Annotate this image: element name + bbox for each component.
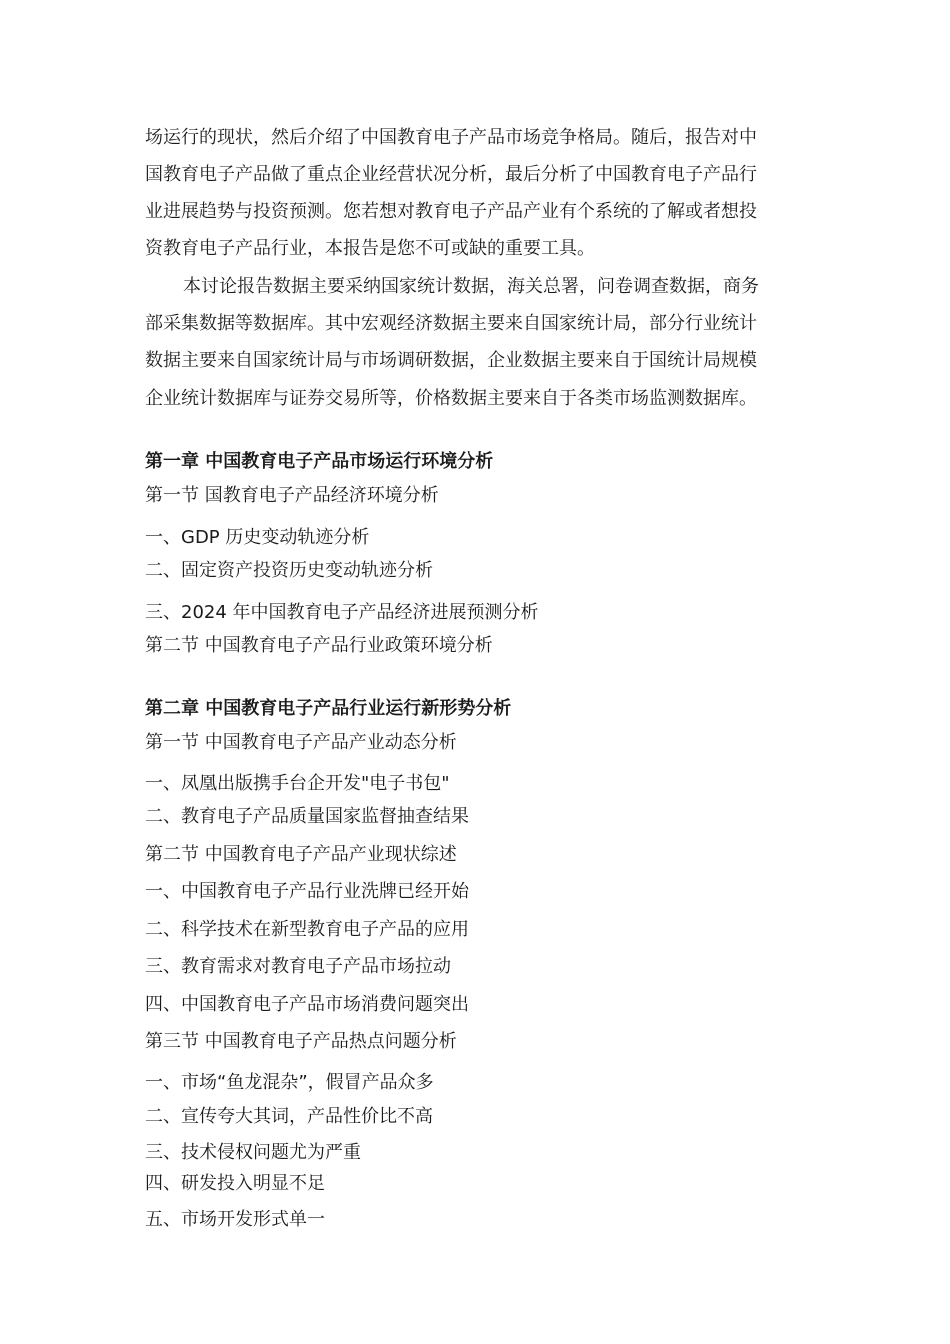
intro-para2-line2: 部采集数据等数据库。其中宏观经济数据主要来自国家统计局，部分行业统计 (145, 313, 757, 334)
ch1-s1-item1: 一、GDP 历史变动轨迹分析 (145, 527, 370, 548)
intro-para2-line4: 企业统计数据库与证券交易所等，价格数据主要来自于各类市场监测数据库。 (145, 388, 757, 409)
ch2-s3-item3: 三、技术侵权问题尤为严重 (145, 1142, 361, 1163)
ch1-section2: 第二节 中国教育电子产品行业政策环境分析 (145, 635, 493, 656)
ch2-s2-item1: 一、中国教育电子产品行业洗牌已经开始 (145, 881, 469, 902)
ch1-s1-item3: 三、2024 年中国教育电子产品经济进展预测分析 (145, 602, 539, 623)
ch2-section2: 第二节 中国教育电子产品产业现状综述 (145, 844, 457, 865)
intro-para1-line2: 国教育电子产品做了重点企业经营状况分析，最后分析了中国教育电子产品行 (145, 164, 757, 185)
ch2-s3-item2: 二、宣传夸大其词，产品性价比不高 (145, 1106, 433, 1127)
intro-para2-line1: 本讨论报告数据主要采纳国家统计数据，海关总署，问卷调查数据，商务 (183, 276, 759, 297)
ch2-s1-item2: 二、教育电子产品质量国家监督抽查结果 (145, 806, 469, 827)
intro-para1-line3: 业进展趋势与投资预测。您若想对教育电子产品产业有个系统的了解或者想投 (145, 201, 757, 222)
ch2-section3: 第三节 中国教育电子产品热点问题分析 (145, 1031, 457, 1052)
ch2-s1-item1: 一、凤凰出版携手台企开发"电子书包" (145, 773, 450, 794)
intro-para2-line3: 数据主要来自国家统计局与市场调研数据，企业数据主要来自于国统计局规模 (145, 350, 757, 371)
ch2-section1: 第一节 中国教育电子产品产业动态分析 (145, 732, 457, 753)
chapter2-title: 第二章 中国教育电子产品行业运行新形势分析 (145, 698, 512, 719)
ch1-section1: 第一节 国教育电子产品经济环境分析 (145, 485, 439, 506)
ch2-s3-item4: 四、研发投入明显不足 (145, 1173, 325, 1194)
ch2-s3-item5: 五、市场开发形式单一 (145, 1209, 325, 1230)
ch2-s3-item1: 一、市场“鱼龙混杂”，假冒产品众多 (145, 1072, 434, 1093)
ch2-s2-item4: 四、中国教育电子产品市场消费问题突出 (145, 994, 469, 1015)
intro-para1-line1: 场运行的现状，然后介绍了中国教育电子产品市场竞争格局。随后，报告对中 (145, 127, 757, 148)
ch1-s1-item2: 二、固定资产投资历史变动轨迹分析 (145, 560, 433, 581)
intro-para1-line4: 资教育电子产品行业，本报告是您不可或缺的重要工具。 (145, 238, 595, 259)
chapter1-title: 第一章 中国教育电子产品市场运行环境分析 (145, 451, 494, 472)
ch2-s2-item3: 三、教育需求对教育电子产品市场拉动 (145, 956, 451, 977)
ch2-s2-item2: 二、科学技术在新型教育电子产品的应用 (145, 919, 469, 940)
